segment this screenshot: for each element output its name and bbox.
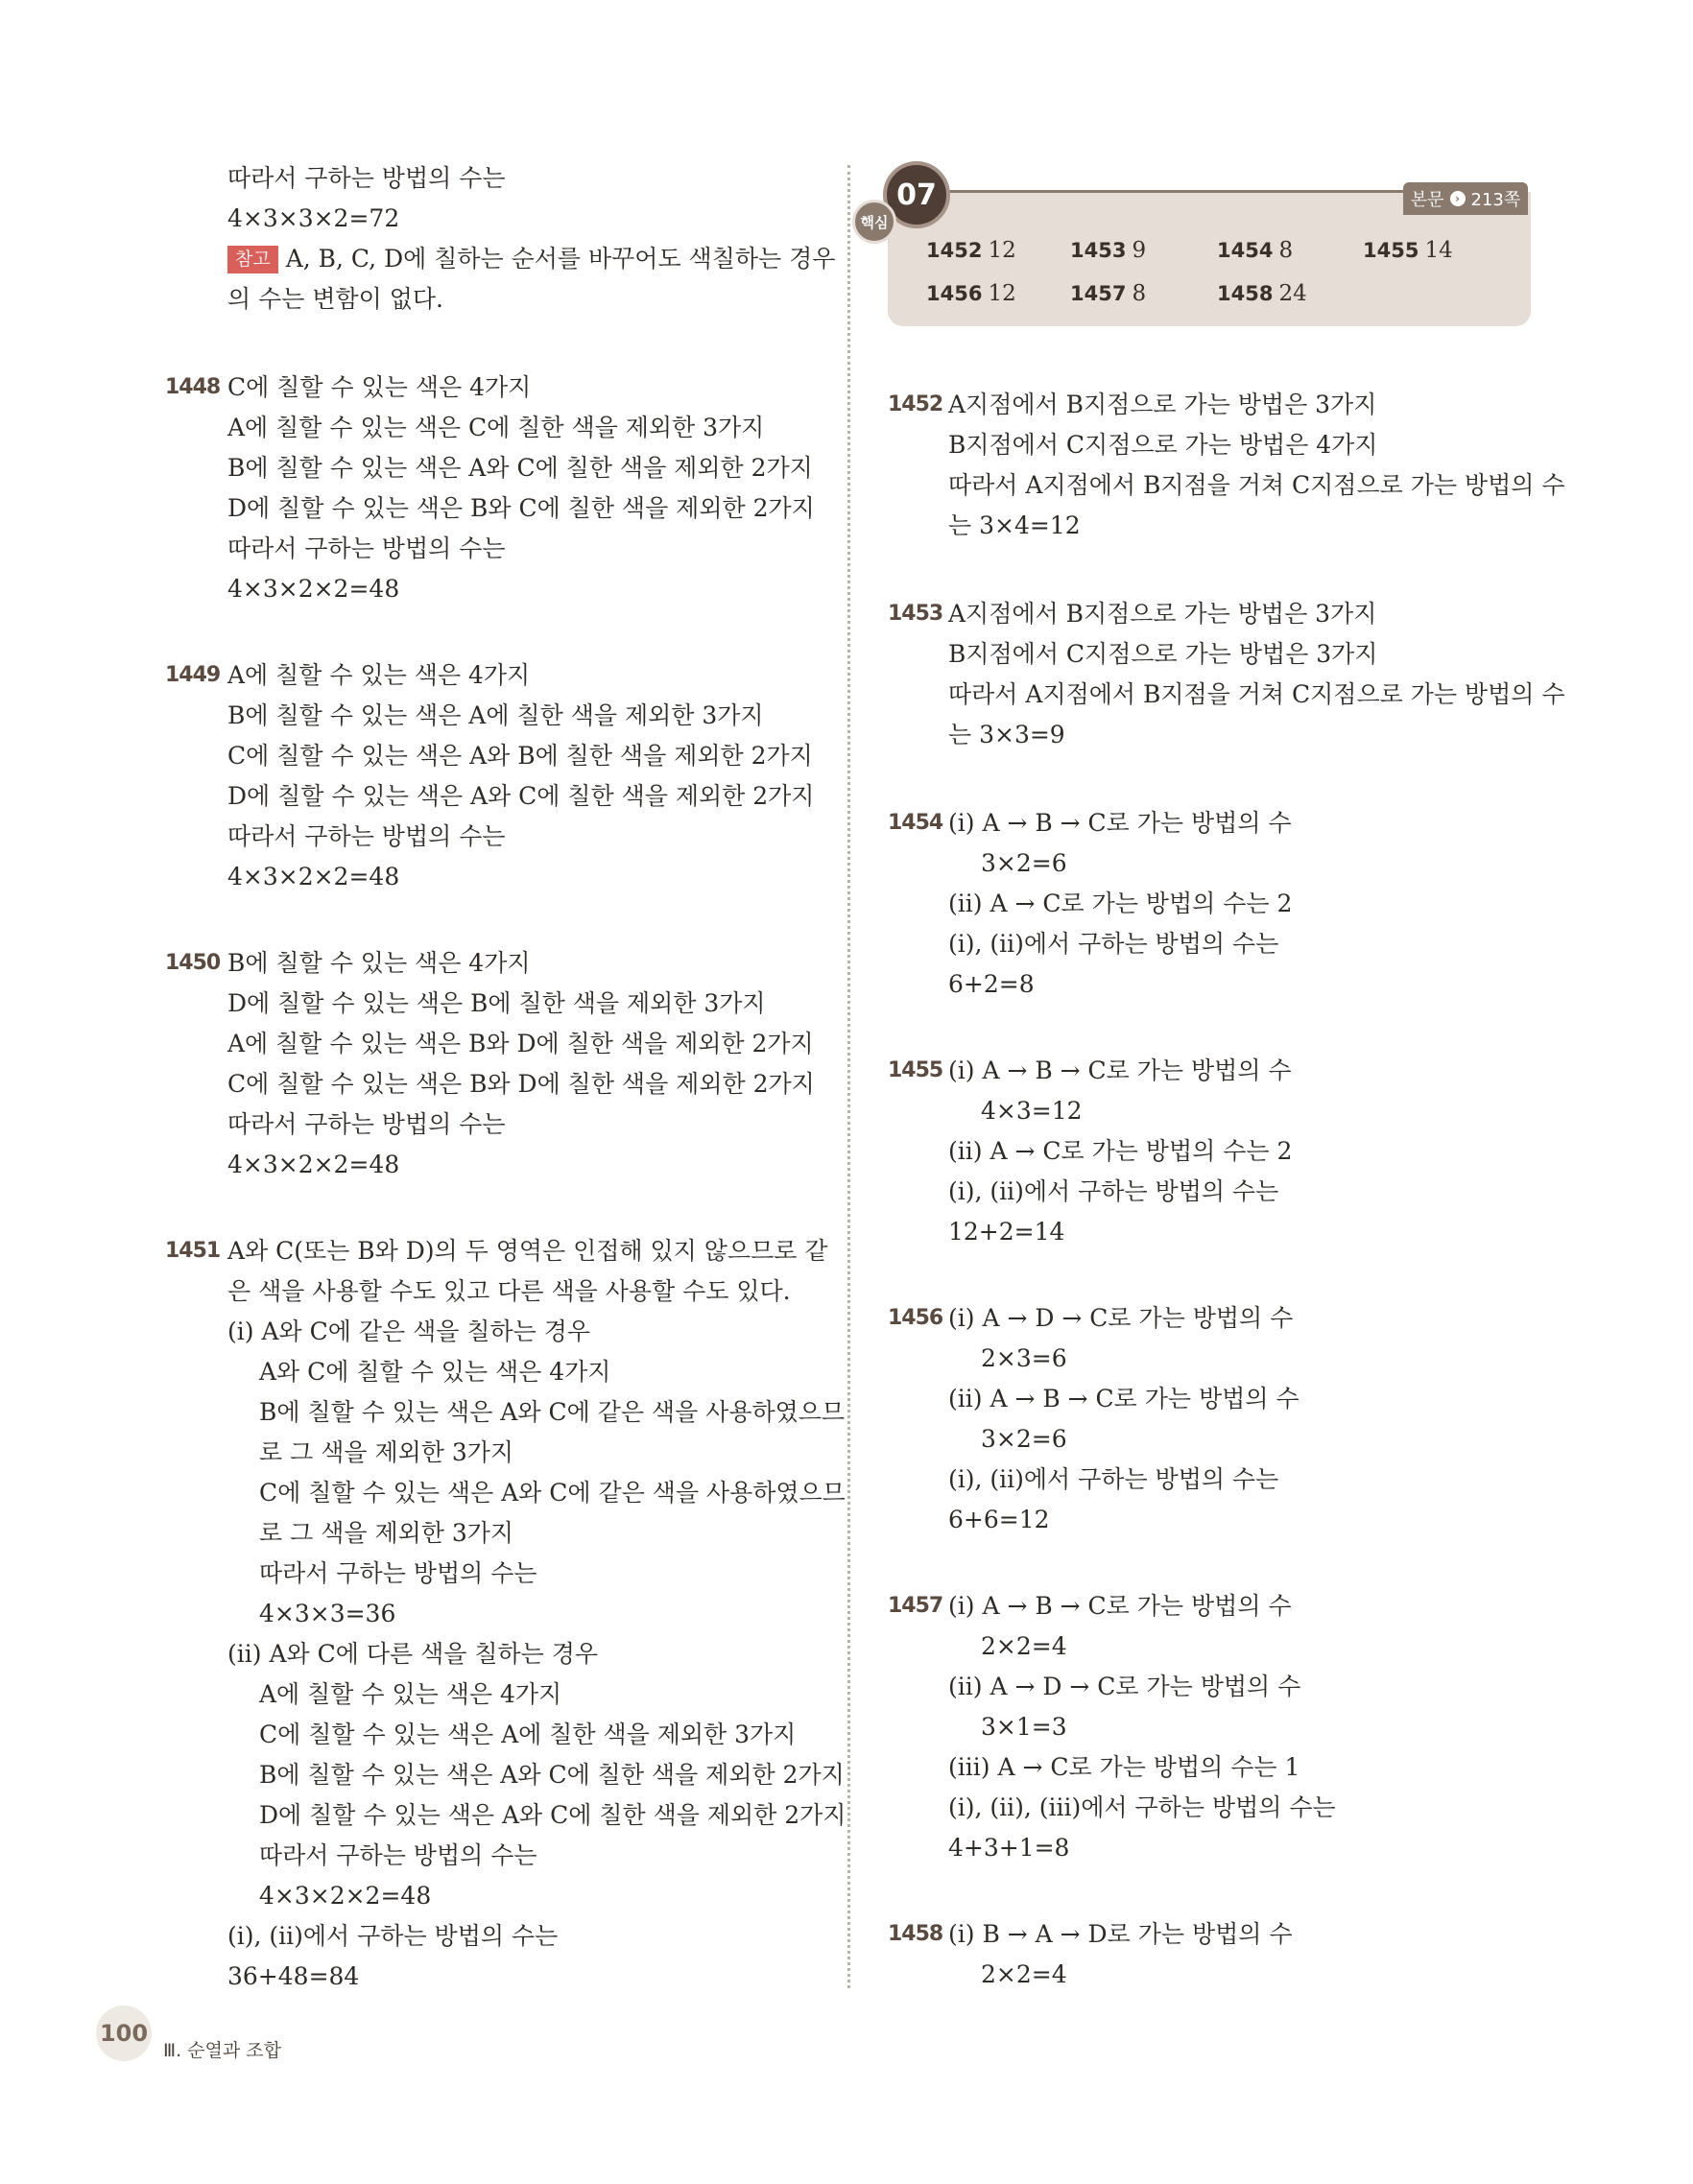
solution-line: 3×1=3 — [981, 1713, 1067, 1741]
problem-number: 1457 — [888, 1594, 943, 1618]
solution-line: (ⅰ), (ⅱ)에서 구하는 방법의 수는 — [227, 1922, 559, 1950]
reference-page: 213쪽 — [1470, 190, 1521, 210]
section-badge-label: 핵심 — [852, 200, 896, 244]
solution-line: A에 칠할 수 있는 색은 4가지 — [259, 1680, 562, 1708]
solution-line: C에 칠할 수 있는 색은 4가지 — [227, 373, 532, 401]
arrow-right-icon: › — [1450, 191, 1466, 206]
solution-line: (ⅰ), (ⅱ)에서 구하는 방법의 수는 — [948, 930, 1279, 958]
solution-line: 4×3×2×2=48 — [227, 575, 400, 603]
solution-line: 은 색을 사용할 수도 있고 다른 색을 사용할 수도 있다. — [227, 1277, 791, 1305]
solution-line: C에 칠할 수 있는 색은 A와 B에 칠한 색을 제외한 2가지 — [227, 742, 813, 770]
solution-line: (ⅱ) A와 C에 다른 색을 칠하는 경우 — [227, 1640, 599, 1668]
solution-line: 4×3×2×2=48 — [227, 863, 400, 890]
answer-item: 1457 8 — [1070, 281, 1147, 306]
note-text: A, B, C, D에 칠하는 순서를 바꾸어도 색칠하는 경우 — [285, 245, 836, 273]
solution-line: B에 칠할 수 있는 색은 A와 C에 칠한 색을 제외한 2가지 — [259, 1761, 845, 1789]
solution-line: A와 C(또는 B와 D)의 두 영역은 인접해 있지 않으므로 같 — [227, 1237, 828, 1265]
problem-number: 1455 — [888, 1058, 943, 1082]
solution-line: (ⅰ) A → B → C로 가는 방법의 수 — [948, 809, 1292, 837]
solution-line: 로 그 색을 제외한 3가지 — [259, 1438, 514, 1466]
solution-line: (ⅱ) A → B → C로 가는 방법의 수 — [948, 1385, 1300, 1412]
solution-line: (ⅱ) A → C로 가는 방법의 수는 2 — [948, 1137, 1293, 1165]
section-badge: 07 — [883, 161, 950, 228]
solution-line: (ⅱ) A → D → C로 가는 방법의 수 — [948, 1673, 1301, 1700]
answer-item: 1454 8 — [1217, 238, 1294, 263]
solution-line: 는 3×3=9 — [948, 721, 1065, 748]
solution-line: 4×3×3=36 — [259, 1600, 396, 1627]
solution-line: (ⅰ) A와 C에 같은 색을 칠하는 경우 — [227, 1318, 591, 1345]
solution-line: A와 C에 칠할 수 있는 색은 4가지 — [259, 1358, 611, 1386]
solution-line: (ⅰ), (ⅱ)에서 구하는 방법의 수는 — [948, 1177, 1279, 1205]
solution-line: D에 칠할 수 있는 색은 A와 C에 칠한 색을 제외한 2가지 — [259, 1801, 846, 1829]
solution-line: C에 칠할 수 있는 색은 A와 C에 같은 색을 사용하였으므 — [259, 1479, 846, 1507]
solution-line: 12+2=14 — [948, 1218, 1065, 1246]
solution-line: A지점에서 B지점으로 가는 방법은 3가지 — [948, 391, 1377, 418]
reference-label: 본문 — [1410, 190, 1444, 210]
answer-item: 1455 14 — [1363, 238, 1453, 263]
solution-line: B에 칠할 수 있는 색은 A와 C에 칠한 색을 제외한 2가지 — [227, 454, 813, 482]
solution-line: 2×2=4 — [981, 1960, 1067, 1988]
solution-line: 4+3+1=8 — [948, 1834, 1070, 1862]
solution-line: (ⅲ) A → C로 가는 방법의 수는 1 — [948, 1753, 1300, 1781]
solution-line: 6+2=8 — [948, 970, 1035, 998]
solution-line: (ⅰ) A → D → C로 가는 방법의 수 — [948, 1304, 1294, 1332]
solution-line: 따라서 A지점에서 B지점을 거쳐 C지점으로 가는 방법의 수 — [948, 471, 1565, 499]
solution-line: 따라서 구하는 방법의 수는 — [227, 1110, 506, 1138]
solution-line: 따라서 구하는 방법의 수는 — [259, 1841, 537, 1869]
problem-number: 1454 — [888, 811, 943, 835]
solution-line: D에 칠할 수 있는 색은 B에 칠한 색을 제외한 3가지 — [227, 989, 766, 1017]
solution-line: (ⅰ), (ⅱ), (ⅲ)에서 구하는 방법의 수는 — [948, 1793, 1336, 1821]
problem-number: 1450 — [165, 951, 221, 975]
solution-line: B지점에서 C지점으로 가는 방법은 3가지 — [948, 640, 1378, 668]
solution-line: 36+48=84 — [227, 1962, 360, 1990]
solution-line: A지점에서 B지점으로 가는 방법은 3가지 — [948, 600, 1377, 628]
solution-line: B에 칠할 수 있는 색은 4가지 — [227, 949, 531, 977]
problem-number: 1452 — [888, 392, 943, 416]
solution-line: B지점에서 C지점으로 가는 방법은 4가지 — [948, 431, 1378, 459]
problem-number: 1449 — [165, 663, 221, 687]
solution-line: 4×3×2×2=48 — [227, 1151, 400, 1178]
solution-line: A에 칠할 수 있는 색은 4가지 — [227, 661, 531, 689]
solution-line: C에 칠할 수 있는 색은 A에 칠한 색을 제외한 3가지 — [259, 1721, 797, 1748]
solution-line: 따라서 A지점에서 B지점을 거쳐 C지점으로 가는 방법의 수 — [948, 680, 1565, 708]
problem-number: 1458 — [888, 1922, 943, 1946]
chapter-title: Ⅲ. 순열과 조합 — [163, 2040, 281, 2061]
answer-item: 1452 12 — [926, 238, 1016, 263]
solution-line: 따라서 구하는 방법의 수는 — [227, 534, 506, 562]
solution-line: 3×2=6 — [981, 1425, 1067, 1453]
solution-line: A에 칠할 수 있는 색은 B와 D에 칠한 색을 제외한 2가지 — [227, 1030, 814, 1057]
answer-item: 1456 12 — [926, 281, 1016, 306]
solution-line: (ⅰ) A → B → C로 가는 방법의 수 — [948, 1592, 1292, 1620]
solution-line: 따라서 구하는 방법의 수는 — [259, 1559, 537, 1587]
solution-line: D에 칠할 수 있는 색은 A와 C에 칠한 색을 제외한 2가지 — [227, 782, 815, 810]
solution-line: 따라서 구하는 방법의 수는 — [227, 822, 506, 850]
solution-line: C에 칠할 수 있는 색은 B와 D에 칠한 색을 제외한 2가지 — [227, 1070, 815, 1098]
solution-line: 4×3=12 — [981, 1097, 1083, 1125]
solution-line: 로 그 색을 제외한 3가지 — [259, 1519, 514, 1547]
solution-line: 2×3=6 — [981, 1344, 1067, 1372]
answer-box-header-line — [921, 190, 1459, 193]
note-line — [227, 240, 835, 278]
solution-line: (ⅰ) B → A → D로 가는 방법의 수 — [948, 1920, 1293, 1948]
solution-line: 는 3×4=12 — [948, 511, 1081, 539]
answer-item: 1453 9 — [1070, 238, 1147, 263]
intro-line: 4×3×3×2=72 — [227, 204, 400, 232]
solution-line: B에 칠할 수 있는 색은 A에 칠한 색을 제외한 3가지 — [227, 701, 764, 729]
problem-number: 1448 — [165, 375, 221, 399]
solution-line: A에 칠할 수 있는 색은 C에 칠한 색을 제외한 3가지 — [227, 414, 765, 441]
solution-line: (ⅰ), (ⅱ)에서 구하는 방법의 수는 — [948, 1465, 1279, 1493]
answer-item: 1458 24 — [1217, 281, 1307, 306]
page-number: 100 — [96, 2006, 152, 2061]
problem-number: 1451 — [165, 1239, 221, 1263]
column-divider — [847, 165, 850, 1988]
solution-line: 3×2=6 — [981, 849, 1067, 877]
reference-tab — [1403, 182, 1528, 215]
note-tag: 참고 — [227, 246, 278, 273]
intro-line: 따라서 구하는 방법의 수는 — [227, 164, 506, 192]
solution-line: 6+6=12 — [948, 1506, 1050, 1533]
solution-line: 2×2=4 — [981, 1632, 1067, 1660]
problem-number: 1456 — [888, 1306, 943, 1330]
note-line: 의 수는 변함이 없다. — [227, 285, 443, 313]
solution-line: (ⅰ) A → B → C로 가는 방법의 수 — [948, 1056, 1292, 1084]
solution-line: D에 칠할 수 있는 색은 B와 C에 칠한 색을 제외한 2가지 — [227, 494, 815, 522]
solution-line: (ⅱ) A → C로 가는 방법의 수는 2 — [948, 890, 1293, 917]
problem-number: 1453 — [888, 602, 943, 626]
solution-line: B에 칠할 수 있는 색은 A와 C에 같은 색을 사용하였으므 — [259, 1398, 846, 1426]
solution-line: 4×3×2×2=48 — [259, 1882, 432, 1910]
